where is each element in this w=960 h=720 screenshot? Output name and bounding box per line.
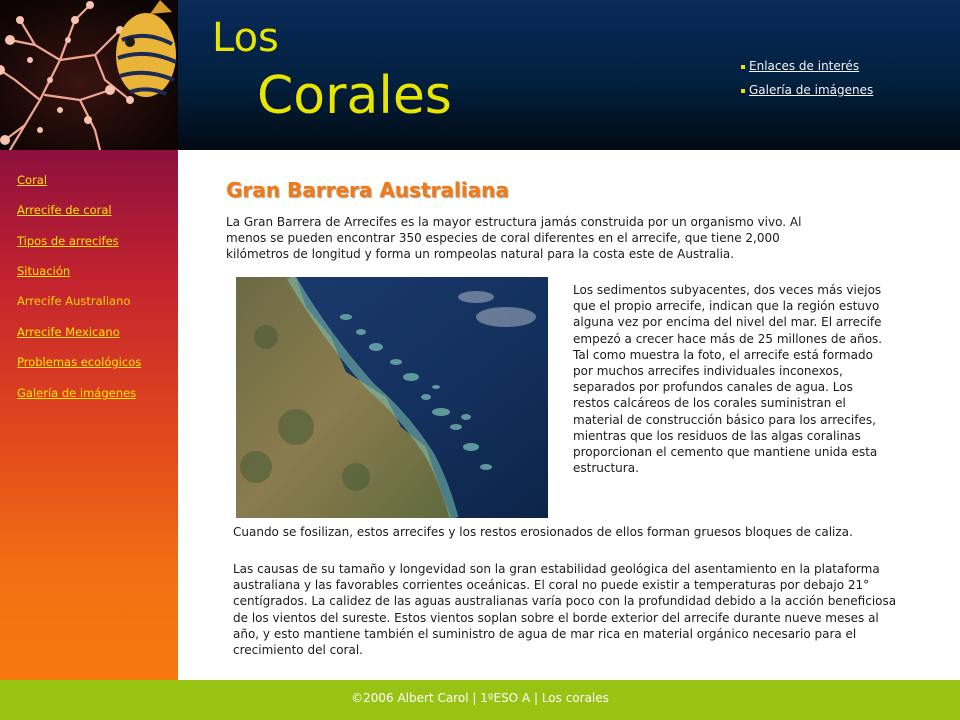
footer-copyright: ©2006 Albert Carol | 1ºESO A | Los corales (351, 691, 609, 705)
sidebar-item-tipos-de-arrecifes[interactable]: Tipos de arrecifes (17, 234, 119, 248)
paragraph-fossilize: Cuando se fosilizan, estos arrecifes y los restos erosionados de ellos forman gruesos bloques de caliza. (233, 525, 853, 539)
site-title-los: Los (212, 15, 279, 61)
sidebar-item-coral[interactable]: Coral (17, 173, 48, 187)
paragraph-causes: Las causas de su tamaño y longevidad son la gran estabilidad geológica del asentamiento en la plataforma australiana y las favorables corrientes oceánicas. El coral no puede existir a temperaturas por debajo 21° centígrados. La calidez de las aguas australianas varía poco con la profundidad debido a la acción beneficiosa de los vientos del sureste. Estos vientos soplan sobre el borde exterior del arrecife durante nueve meses al año, y esto mantiene también el suministro de agua de mar rica en material orgánico necesario para el crecimiento del coral. (233, 562, 897, 658)
site-title-corales: Corales (257, 66, 452, 126)
paragraph-intro: La Gran Barrera de Arrecifes es la mayor estructura jamás construida por un organismo vivo. Al menos se pueden encontrar 350 especies de coral diferentes en el arrecife, que tiene 2,000 kilómetros de longitud y forma un rompeolas natural para la costa este de Australia. (226, 215, 802, 262)
sidebar (0, 150, 178, 680)
bullet-icon (741, 65, 745, 69)
page-title: Gran Barrera Australiana (226, 178, 509, 202)
sidebar-item-arrecife-de-coral[interactable]: Arrecife de coral (17, 203, 112, 217)
bullet-icon (741, 89, 745, 93)
satellite-reef-image (236, 277, 548, 518)
link-label: Galería de imágenes (749, 83, 874, 97)
footer (0, 680, 960, 720)
sidebar-item-arrecife-mexicano[interactable]: Arrecife Mexicano (17, 325, 120, 339)
coral-fish-photo (0, 0, 178, 150)
sidebar-item-problemas-ecologicos[interactable]: Problemas ecológicos (17, 355, 142, 369)
paragraph-sediments: Los sedimentos subyacentes, dos veces más viejos que el propio arrecife, indican que la región estuvo alguna vez por encima del nivel del mar. El arrecife empezó a crecer hace más de 25 millones de años. Tal como muestra la foto, el arrecife está formado por muchos arrecifes individuales inconexos, separados por profundos canales de agua. Los restos calcáreos de los corales suministran el material de construcción básico para los arrecifes, mientras que los residuos de las algas coralinas proporcionan el cemento que mantiene unida esta estructura. (573, 283, 883, 476)
link-galeria-de-imagenes-top[interactable] (741, 83, 873, 97)
sidebar-item-situacion[interactable]: Situación (17, 264, 71, 278)
sidebar-item-galeria-de-imagenes[interactable]: Galería de imágenes (17, 386, 137, 400)
header (0, 0, 960, 150)
sidebar-item-arrecife-australiano: Arrecife Australiano (17, 294, 131, 308)
link-label: Enlaces de interés (749, 59, 860, 73)
link-enlaces-de-interes[interactable] (741, 59, 859, 73)
